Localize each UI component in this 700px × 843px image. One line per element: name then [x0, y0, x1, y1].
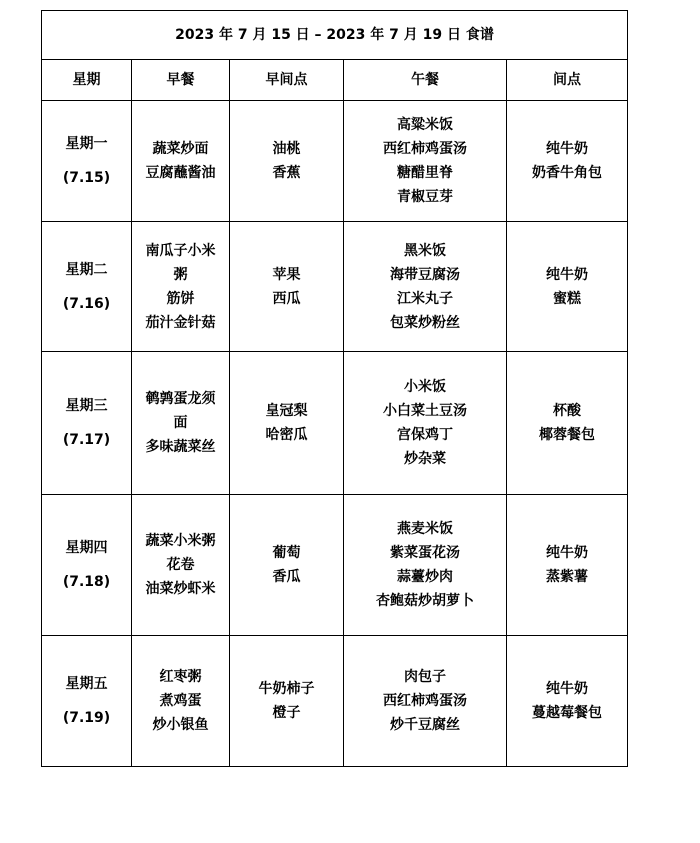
menu-item: 西红柿鸡蛋汤: [383, 693, 467, 709]
header-row: [42, 60, 628, 101]
day-name: 星期二: [65, 261, 108, 278]
day-date: (7.18): [62, 574, 111, 590]
menu-item: 炒小银鱼: [152, 717, 209, 733]
menu-item: 南瓜子小米: [145, 242, 216, 259]
lunch-cell: [344, 495, 507, 636]
menu-title: 2023 年 7 月 15 日 – 2023 年 7 月 19 日 食谱: [42, 11, 628, 60]
menu-item: 纯牛奶: [546, 141, 588, 157]
menu-item: 香蕉: [272, 165, 301, 181]
table-row: [42, 222, 628, 352]
header-weekday: 星期: [42, 60, 132, 101]
menu-item: 纯牛奶: [546, 266, 588, 283]
menu-item: 筋饼: [166, 290, 195, 307]
afternoon-snack-cell: [507, 495, 628, 636]
menu-item: 包菜炒粉丝: [390, 314, 460, 331]
lunch-cell: [344, 352, 507, 495]
day-date: (7.19): [62, 710, 111, 726]
menu-item: 小米饭: [404, 379, 446, 395]
menu-item: 蔬菜小米粥: [145, 533, 216, 549]
menu-item: 蒜薹炒肉: [397, 569, 453, 585]
day-cell: [42, 222, 132, 352]
menu-item: 香瓜: [272, 569, 301, 585]
afternoon-snack-cell: [507, 352, 628, 495]
menu-item: 高粱米饭: [397, 117, 453, 133]
header-afternoon-snack: 间点: [507, 60, 628, 101]
menu-item: 煮鸡蛋: [159, 693, 202, 709]
menu-item: 黑米饭: [404, 242, 446, 259]
day-date: (7.15): [62, 170, 111, 186]
menu-item: 蔓越莓餐包: [532, 705, 602, 721]
table-row: [42, 101, 628, 222]
menu-item: 哈密瓜: [265, 427, 308, 443]
table-row: [42, 495, 628, 636]
day-date: (7.17): [62, 432, 111, 448]
menu-item: 海带豆腐汤: [390, 266, 460, 283]
menu-item: 杏鲍菇炒胡萝卜: [376, 593, 474, 609]
menu-item: 橙子: [272, 705, 301, 721]
menu-item: 炒杂菜: [404, 451, 446, 467]
morning-snack-cell: [230, 636, 344, 767]
table-row: [42, 636, 628, 767]
day-name: 星期五: [65, 676, 108, 692]
breakfast-cell: [132, 495, 230, 636]
day-cell: [42, 352, 132, 495]
header-breakfast: 早餐: [132, 60, 230, 101]
day-name: 星期四: [65, 540, 108, 556]
menu-item: 江米丸子: [397, 290, 453, 307]
menu-item: 西红柿鸡蛋汤: [383, 141, 467, 157]
menu-item: 青椒豆芽: [397, 189, 453, 205]
morning-snack-cell: [230, 352, 344, 495]
title-row: [42, 11, 628, 60]
afternoon-snack-cell: [507, 636, 628, 767]
afternoon-snack-cell: [507, 101, 628, 222]
menu-item: 炒千豆腐丝: [390, 717, 460, 733]
menu-item: 粥: [173, 266, 188, 283]
menu-item: 小白菜土豆汤: [383, 403, 467, 419]
menu-item: 皇冠梨: [265, 403, 308, 419]
menu-item: 红枣粥: [159, 669, 202, 685]
menu-item: 纯牛奶: [546, 681, 588, 697]
menu-item: 宫保鸡丁: [397, 427, 453, 443]
menu-item: 花卷: [166, 557, 195, 573]
menu-table: [41, 10, 628, 767]
day-name: 星期三: [65, 398, 108, 414]
menu-item: 葡萄: [272, 545, 301, 561]
menu-item: 肉包子: [404, 669, 446, 685]
menu-item: 油桃: [272, 141, 301, 157]
menu-item: 蒸紫薯: [546, 569, 588, 585]
menu-item: 糖醋里脊: [397, 165, 453, 181]
morning-snack-cell: [230, 495, 344, 636]
day-name: 星期一: [65, 136, 108, 152]
header-lunch: 午餐: [344, 60, 507, 101]
breakfast-cell: [132, 352, 230, 495]
menu-item: 蜜糕: [553, 290, 581, 307]
menu-item: 豆腐蘸酱油: [145, 165, 216, 181]
menu-item: 蔬菜炒面: [152, 141, 209, 157]
breakfast-cell: [132, 636, 230, 767]
day-cell: [42, 101, 132, 222]
header-morning-snack: 早间点: [230, 60, 344, 101]
lunch-cell: [344, 636, 507, 767]
lunch-cell: [344, 101, 507, 222]
day-cell: [42, 495, 132, 636]
menu-item: 杯酸: [553, 403, 581, 419]
day-date: (7.16): [62, 295, 111, 312]
menu-item: 奶香牛角包: [532, 165, 602, 181]
menu-item: 紫菜蛋花汤: [390, 545, 460, 561]
menu-item: 西瓜: [272, 290, 301, 307]
table-row: [42, 352, 628, 495]
menu-item: 鹌鹑蛋龙须: [145, 391, 216, 407]
menu-item: 面: [173, 415, 188, 431]
menu-item: 纯牛奶: [546, 545, 588, 561]
afternoon-snack-cell: [507, 222, 628, 352]
lunch-cell: [344, 222, 507, 352]
menu-item: 油菜炒虾米: [145, 581, 216, 597]
day-cell: [42, 636, 132, 767]
breakfast-cell: [132, 101, 230, 222]
menu-item: 茄汁金针菇: [145, 314, 216, 331]
morning-snack-cell: [230, 101, 344, 222]
menu-item: 燕麦米饭: [397, 521, 453, 537]
menu-item: 苹果: [272, 266, 301, 283]
morning-snack-cell: [230, 222, 344, 352]
menu-item: 多味蔬菜丝: [145, 439, 216, 455]
breakfast-cell: [132, 222, 230, 352]
menu-item: 牛奶柿子: [258, 681, 315, 697]
menu-item: 椰蓉餐包: [539, 427, 595, 443]
